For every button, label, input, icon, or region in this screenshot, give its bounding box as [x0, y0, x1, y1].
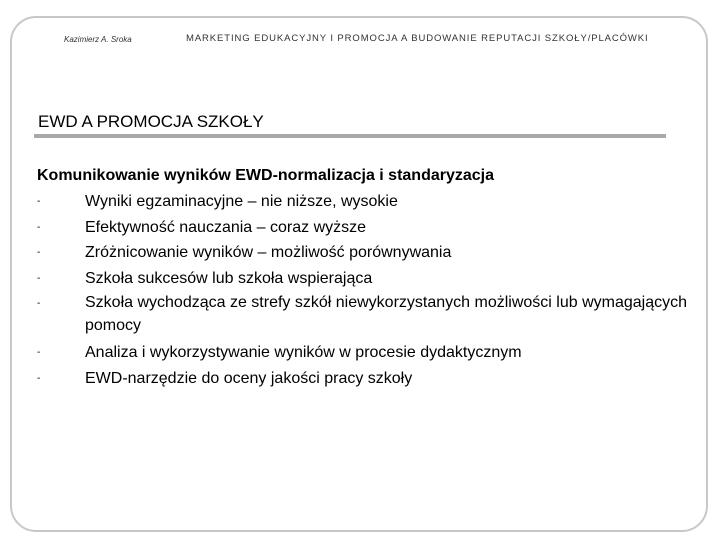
bullet-marker: -: [37, 372, 41, 384]
author-name: Kazimierz A. Sroka: [64, 35, 132, 44]
list-item: [37, 215, 697, 241]
list-item-text: EWD-narzędzie do oceny jakości pracy szkoły: [85, 369, 413, 387]
content-heading: Komunikowanie wyników EWD-normalizacja i standaryzacja: [37, 167, 495, 184]
bullet-marker: -: [37, 347, 41, 358]
bullet-list: [37, 189, 697, 391]
list-item: [37, 340, 697, 366]
list-item: [37, 266, 697, 292]
list-item: [37, 189, 697, 215]
list-item-text: Szkoła wychodząca ze strefy szkół niewykorzystanych możliwości lub wymagających pomocy: [85, 294, 687, 334]
section-title: EWD A PROMOCJA SZKOŁY: [38, 112, 264, 131]
list-item-text: Wyniki egzaminacyjne – nie niższe, wysokie: [85, 193, 398, 210]
bullet-marker: -: [37, 247, 41, 258]
list-item-text: Szkoła sukcesów lub szkoła wspierająca: [85, 269, 373, 287]
header-title: MARKETING EDUKACYJNY I PROMOCJA A BUDOWANIE REPUTACJI SZKOŁY/PLACÓWKI: [186, 33, 649, 44]
list-item-text: Analiza i wykorzystywanie wyników w procesie dydaktycznym: [85, 344, 522, 361]
list-item: [37, 240, 697, 266]
slide-content: [37, 163, 697, 391]
bullet-marker: -: [37, 298, 41, 309]
bullet-marker: -: [37, 196, 41, 207]
bullet-marker: -: [37, 272, 41, 284]
bullet-marker: -: [37, 221, 41, 233]
list-item-text: Zróżnicowanie wyników – możliwość porównywania: [85, 244, 452, 261]
list-item: [37, 366, 697, 392]
list-item-text: Efektywność nauczania – coraz wyższe: [85, 218, 367, 236]
title-divider: [34, 134, 666, 138]
list-item: [37, 291, 697, 340]
